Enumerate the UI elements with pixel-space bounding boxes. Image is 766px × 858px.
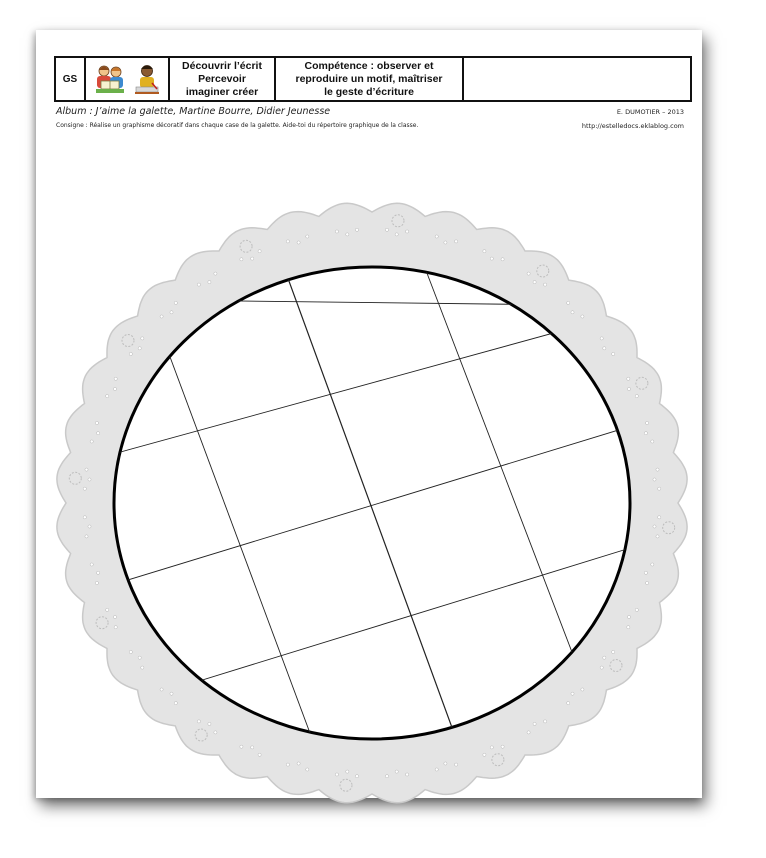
lace-hole	[160, 688, 163, 691]
lace-hole	[240, 745, 243, 748]
lace-hole	[306, 235, 309, 238]
lace-hole	[651, 563, 654, 566]
lace-hole	[490, 746, 493, 749]
lace-hole	[385, 228, 388, 231]
lace-hole	[214, 731, 217, 734]
lace-hole	[651, 440, 654, 443]
lace-hole	[490, 257, 493, 260]
lace-hole	[612, 352, 615, 355]
lace-hole	[85, 535, 88, 538]
lace-hole	[335, 230, 338, 233]
lace-hole	[335, 773, 338, 776]
lace-hole	[141, 666, 144, 669]
lace-hole	[483, 753, 486, 756]
lace-hole	[129, 650, 132, 653]
lace-hole	[106, 395, 109, 398]
instruction-text: Consigne : Réalise un graphisme décoratif dans chaque case de la galette. Aide-toi du répertoire graphique de la classe.	[56, 122, 419, 129]
lace-hole	[644, 571, 647, 574]
lace-hole	[90, 440, 93, 443]
lace-hole	[88, 478, 91, 481]
lace-hole	[385, 775, 388, 778]
domain-line-3: imaginer créer	[185, 85, 259, 98]
lace-hole	[444, 762, 447, 765]
lace-hole	[581, 688, 584, 691]
lace-hole	[567, 702, 570, 705]
lace-hole	[141, 337, 144, 340]
lace-hole	[83, 516, 86, 519]
lace-hole	[297, 762, 300, 765]
lace-hole	[455, 240, 458, 243]
lace-hole	[90, 563, 93, 566]
lace-hole	[395, 770, 398, 773]
lace-hole	[658, 487, 661, 490]
galette-circle	[114, 267, 630, 739]
lace-hole	[197, 283, 200, 286]
lace-hole	[646, 581, 649, 584]
lace-hole	[170, 692, 173, 695]
lace-hole	[174, 702, 177, 705]
lace-hole	[208, 722, 211, 725]
lace-hole	[258, 250, 261, 253]
lace-hole	[627, 387, 630, 390]
lace-hole	[208, 281, 211, 284]
lace-hole	[406, 230, 409, 233]
lace-hole	[435, 235, 438, 238]
lace-hole	[138, 347, 141, 350]
author-credit: E. DUMOTIER – 2013	[616, 108, 684, 116]
lace-hole	[97, 432, 100, 435]
lace-hole	[658, 516, 661, 519]
lace-hole	[113, 615, 116, 618]
lace-hole	[603, 347, 606, 350]
lace-hole	[533, 281, 536, 284]
lace-hole	[571, 692, 574, 695]
lace-hole	[113, 387, 116, 390]
lace-hole	[653, 478, 656, 481]
lace-hole	[160, 315, 163, 318]
lace-hole	[286, 763, 289, 766]
lace-hole	[114, 626, 117, 629]
lace-hole	[85, 468, 88, 471]
lace-hole	[83, 487, 86, 490]
lace-hole	[306, 768, 309, 771]
album-reference: Album : J’aime la galette, Martine Bourre, Didier Jeunesse	[56, 106, 331, 117]
lace-hole	[406, 773, 409, 776]
lace-hole	[97, 571, 100, 574]
lace-hole	[214, 272, 217, 275]
lace-hole	[355, 228, 358, 231]
lace-hole	[635, 608, 638, 611]
source-url: http://estelledocs.eklablog.com	[581, 122, 684, 130]
lace-hole	[355, 775, 358, 778]
domain-line-2: Percevoir	[198, 72, 246, 85]
lace-hole	[646, 421, 649, 424]
lace-hole	[567, 301, 570, 304]
lace-hole	[95, 581, 98, 584]
lace-hole	[544, 283, 547, 286]
lace-hole	[653, 525, 656, 528]
lace-hole	[258, 753, 261, 756]
lace-hole	[544, 720, 547, 723]
lace-hole	[435, 768, 438, 771]
lace-hole	[88, 525, 91, 528]
lace-hole	[395, 233, 398, 236]
skill-line-3: le geste d’écriture	[324, 85, 414, 98]
lace-hole	[346, 770, 349, 773]
lace-hole	[483, 250, 486, 253]
lace-hole	[346, 233, 349, 236]
lace-hole	[656, 535, 659, 538]
lace-hole	[612, 650, 615, 653]
lace-hole	[527, 731, 530, 734]
lace-hole	[527, 272, 530, 275]
lace-hole	[138, 656, 141, 659]
lace-hole	[644, 432, 647, 435]
lace-hole	[603, 656, 606, 659]
lace-hole	[656, 468, 659, 471]
lace-hole	[129, 352, 132, 355]
lace-hole	[501, 745, 504, 748]
lace-hole	[627, 377, 630, 380]
lace-hole	[581, 315, 584, 318]
lace-hole	[106, 608, 109, 611]
lace-hole	[501, 258, 504, 261]
lace-hole	[571, 311, 574, 314]
skill-line-2: reproduire un motif, maîtriser	[295, 72, 443, 85]
lace-hole	[251, 746, 254, 749]
lace-hole	[455, 763, 458, 766]
domain-line-1: Découvrir l’écrit	[182, 59, 262, 72]
lace-hole	[251, 257, 254, 260]
lace-hole	[240, 258, 243, 261]
lace-hole	[174, 301, 177, 304]
lace-hole	[533, 722, 536, 725]
lace-hole	[600, 337, 603, 340]
lace-hole	[444, 241, 447, 244]
lace-hole	[627, 626, 630, 629]
lace-hole	[627, 615, 630, 618]
skill-line-1: Compétence : observer et	[304, 59, 434, 72]
lace-hole	[635, 395, 638, 398]
lace-hole	[197, 720, 200, 723]
lace-hole	[600, 666, 603, 669]
level-label: GS	[62, 73, 78, 85]
lace-hole	[297, 241, 300, 244]
lace-hole	[114, 377, 117, 380]
lace-hole	[170, 311, 173, 314]
lace-hole	[286, 240, 289, 243]
lace-hole	[95, 421, 98, 424]
